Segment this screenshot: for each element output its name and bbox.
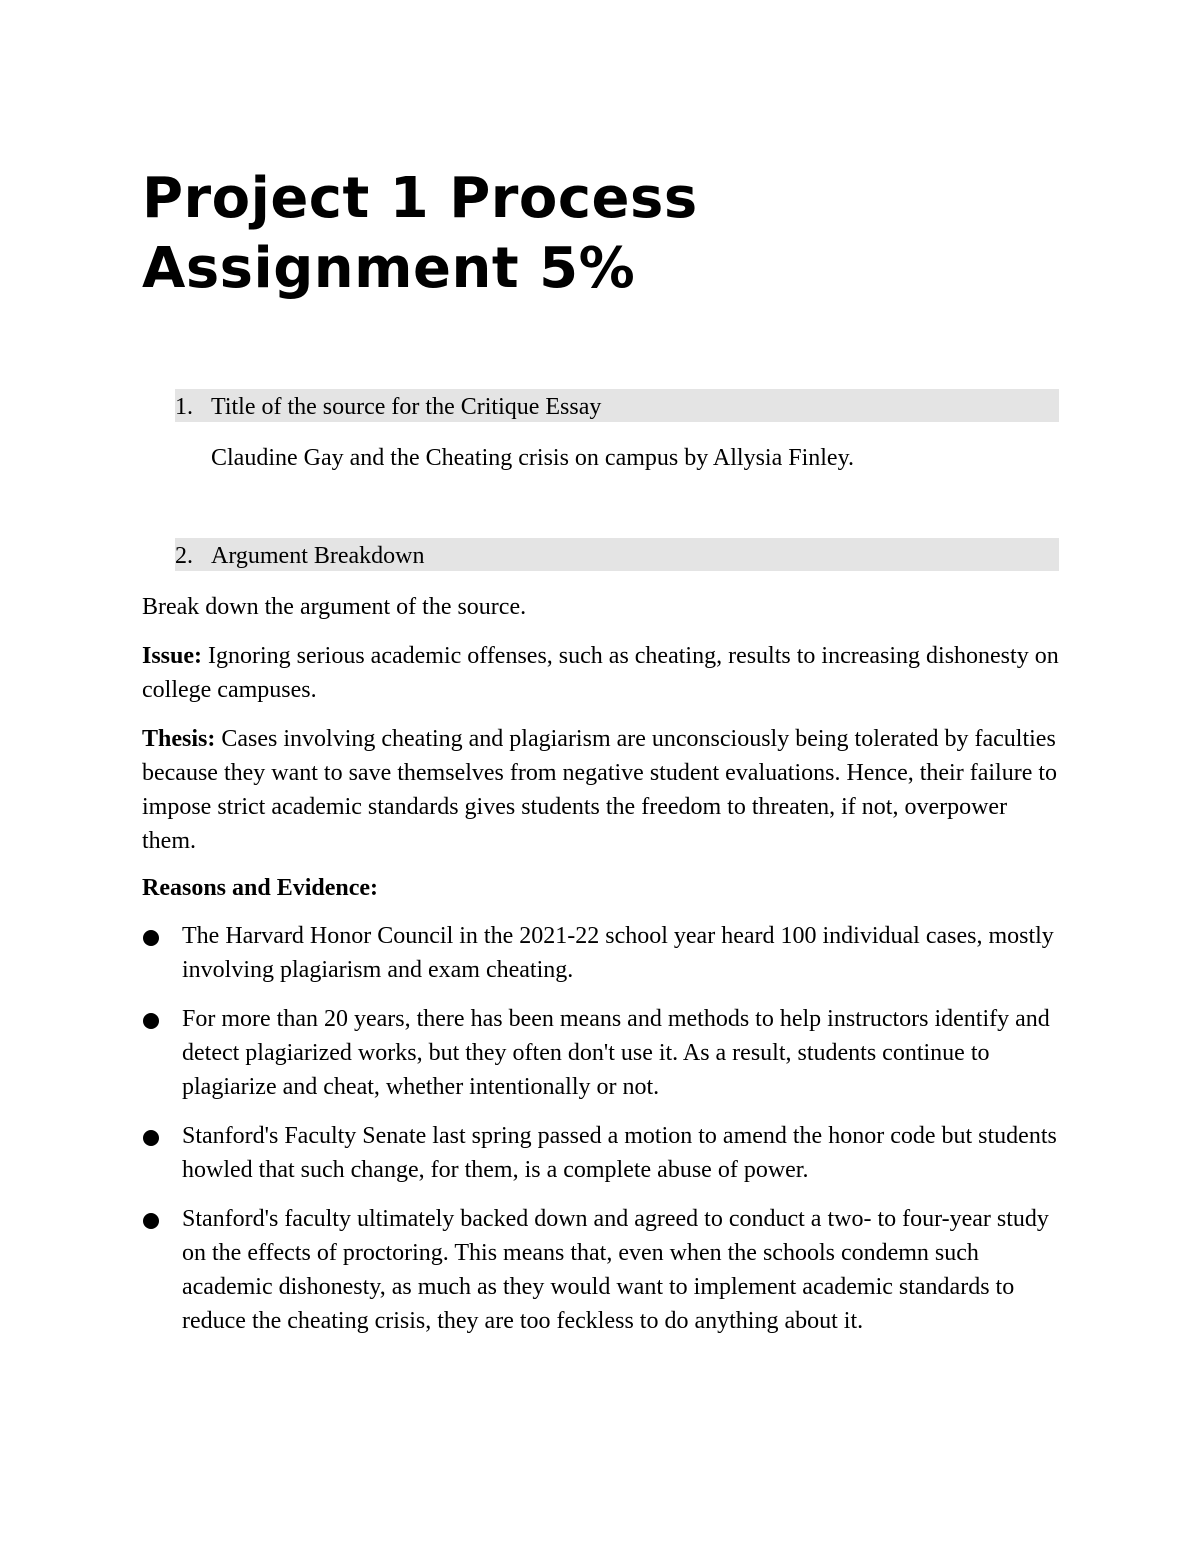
document-title-line-2: Assignment 5% (142, 236, 636, 301)
section-1-heading (175, 389, 1059, 422)
thesis-paragraph (142, 722, 1062, 858)
list-item-text: For more than 20 years, there has been means and methods to help instructors identify and detect plagiarized works, but they often don't use it. As a result, students continue to plagiarize and cheat, whether intentionally or not. (182, 1006, 1050, 1100)
issue-text: Ignoring serious academic offenses, such as cheating, results to increasing dishonesty on college campuses. (142, 643, 1059, 703)
bullet-icon (143, 1130, 159, 1146)
list-item (142, 1202, 1062, 1338)
instruction-text: Break down the argument of the source. (142, 594, 527, 620)
list-item-text: Stanford's faculty ultimately backed down and agreed to conduct a two- to four-year study on the effects of proctoring. This means that, even when the schools condemn such academic dishonesty, as much as they would want to implement academic standards to reduce the cheating crisis, they are too feckless to do anything about it. (182, 1206, 1049, 1334)
thesis-label: Thesis: (142, 726, 216, 752)
section-2-heading (175, 538, 1059, 571)
list-item-text: Stanford's Faculty Senate last spring passed a motion to amend the honor code but students howled that such change, for them, is a complete abuse of power. (182, 1123, 1057, 1183)
issue-paragraph (142, 639, 1062, 707)
reasons-label: Reasons and Evidence: (142, 875, 379, 901)
list-item (142, 919, 1062, 987)
list-item (142, 1002, 1062, 1104)
section-1-heading-text: Title of the source for the Critique Essay (211, 394, 602, 420)
bullet-icon (143, 930, 159, 946)
bullet-icon (143, 1213, 159, 1229)
section-1-answer: Claudine Gay and the Cheating crisis on campus by Allysia Finley. (211, 445, 855, 471)
section-2-heading-text: Argument Breakdown (211, 543, 425, 569)
list-item-text: The Harvard Honor Council in the 2021-22 school year heard 100 individual cases, mostly involving plagiarism and exam cheating. (182, 923, 1054, 983)
thesis-text: Cases involving cheating and plagiarism are unconsciously being tolerated by faculties because they want to save themselves from negative student evaluations. Hence, their failure to impose strict academic standards gives students the freedom to threaten, if not, overpower them. (142, 726, 1058, 854)
bullet-icon (143, 1013, 159, 1029)
reasons-list (142, 919, 1062, 1353)
section-2-number: 2. (175, 543, 193, 569)
issue-label: Issue: (142, 643, 203, 669)
document-title-line-1: Project 1 Process (142, 166, 698, 231)
document-title (142, 164, 1042, 304)
list-item (142, 1119, 1062, 1187)
section-1-number: 1. (175, 394, 193, 420)
